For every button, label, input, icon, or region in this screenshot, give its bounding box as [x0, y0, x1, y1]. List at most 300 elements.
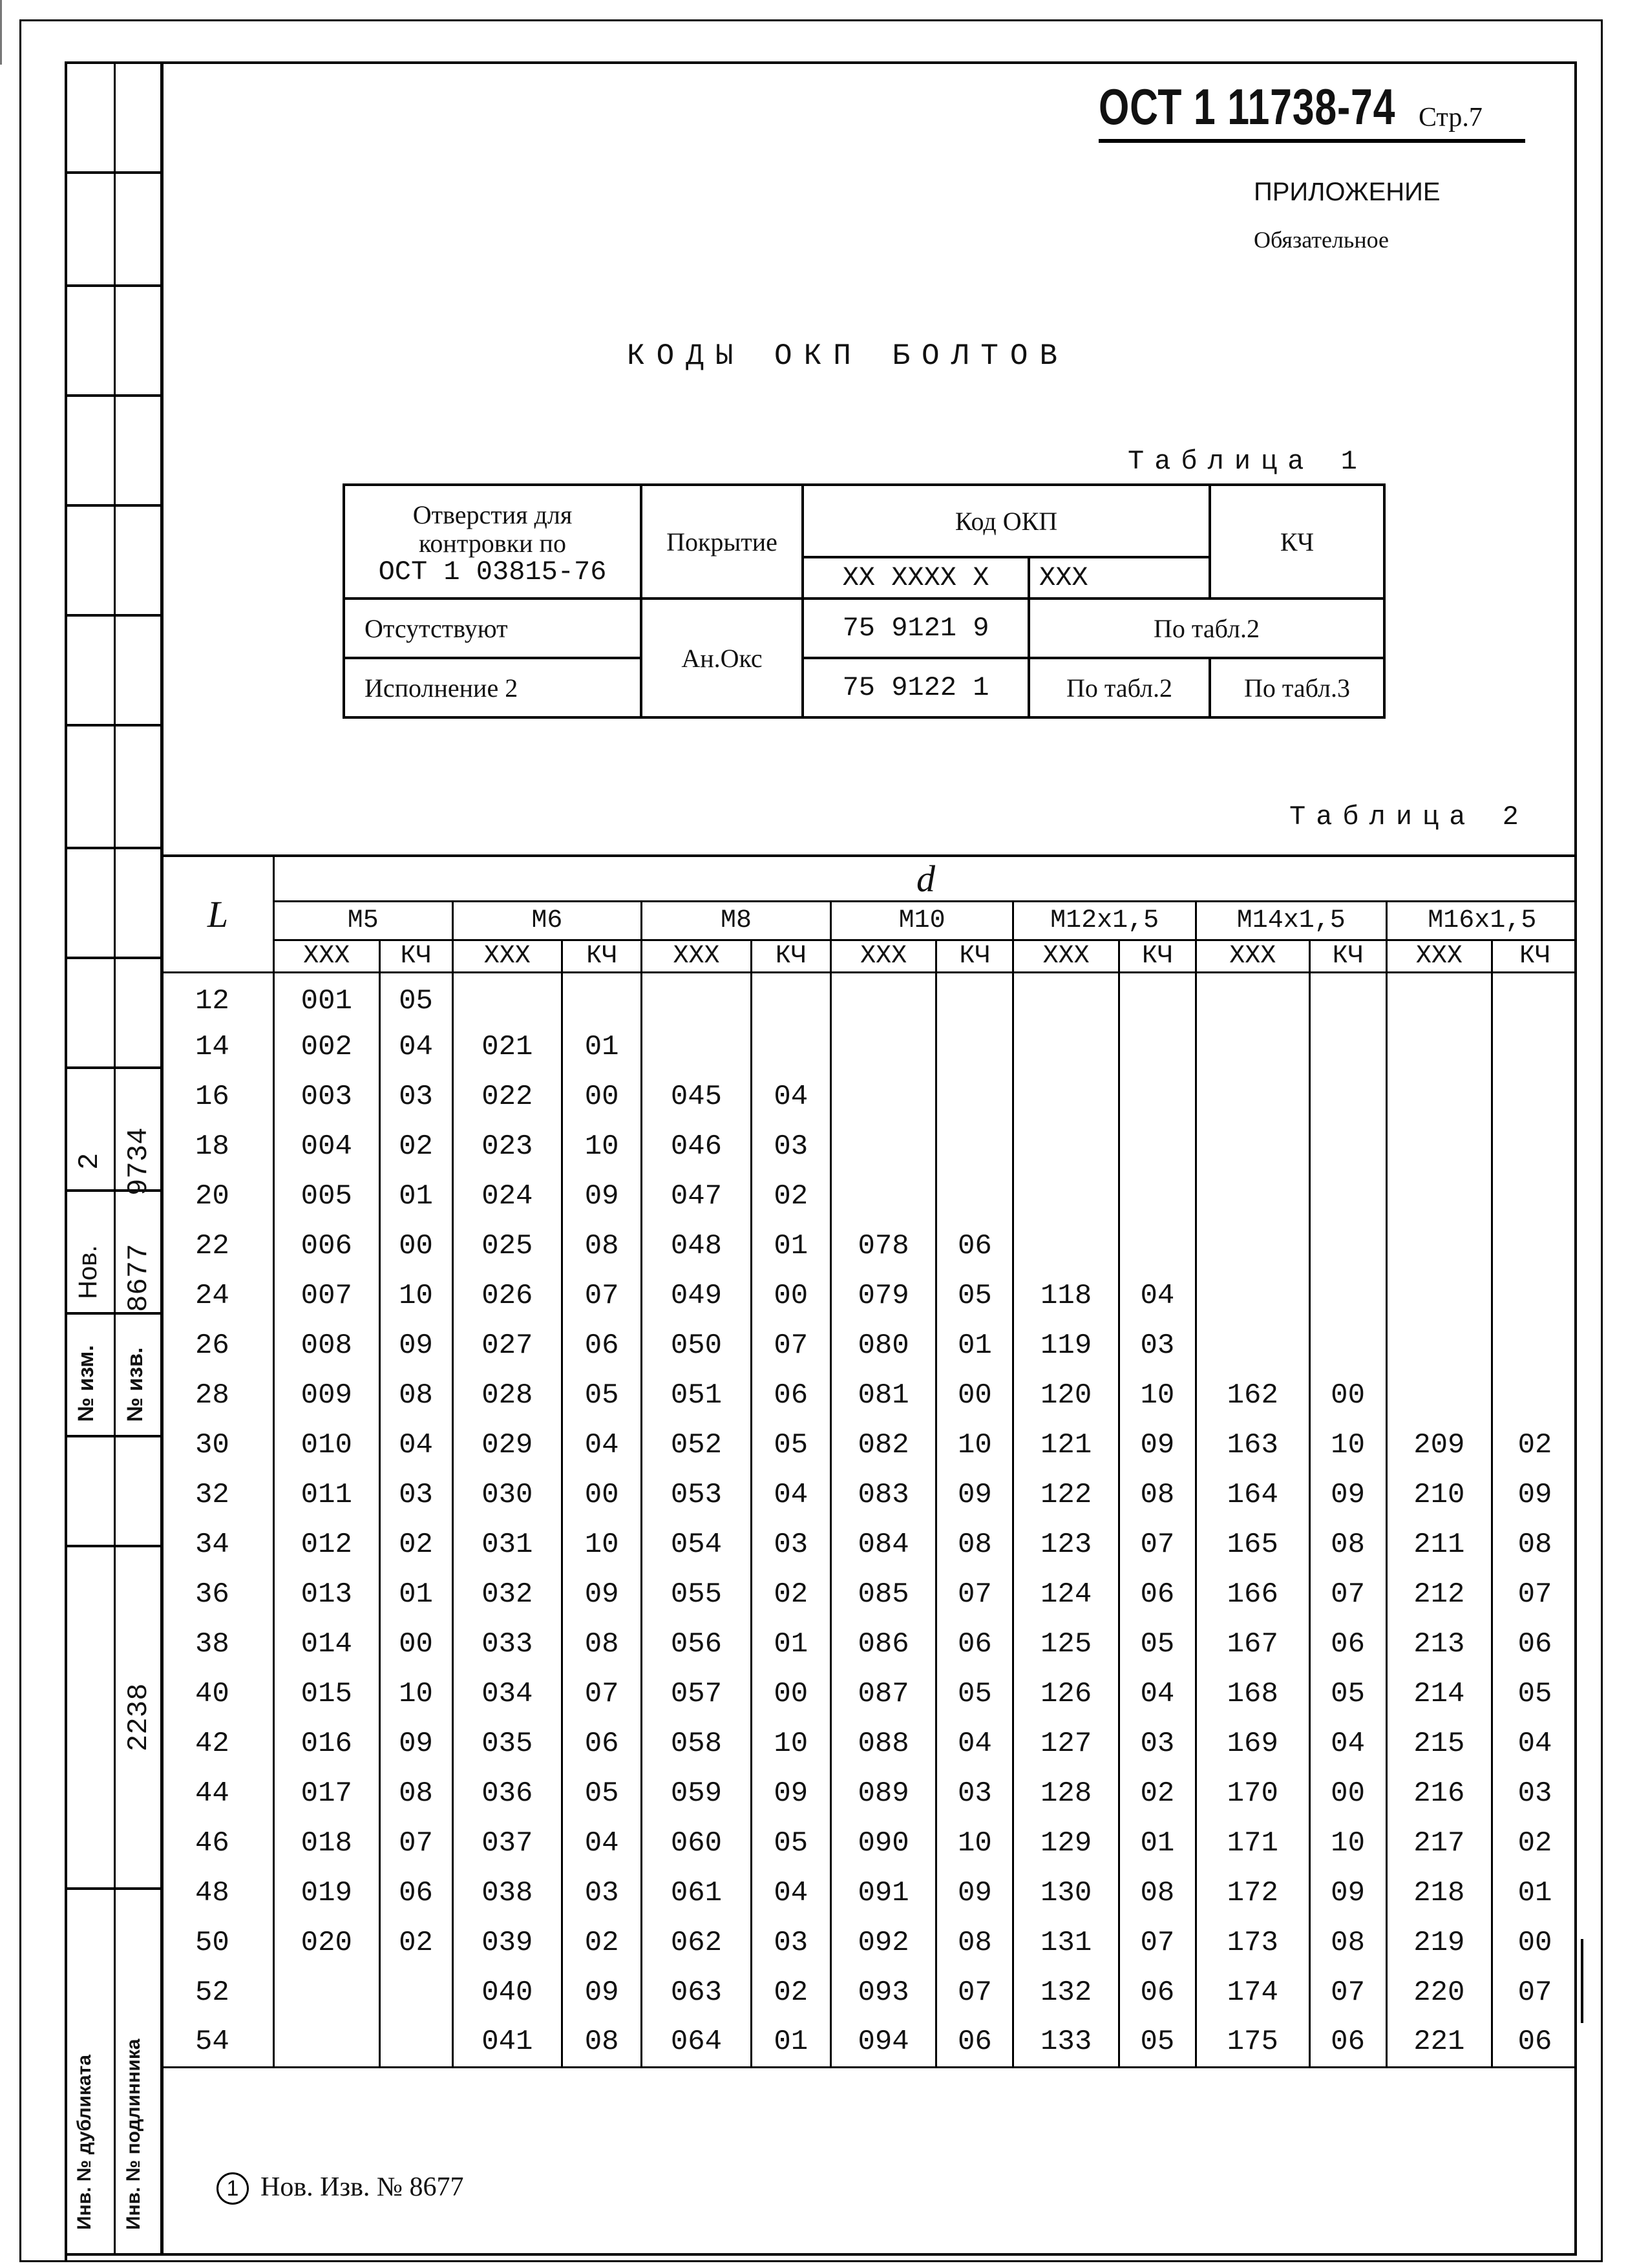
t2-code-cell: [1386, 1321, 1492, 1371]
t2-code-cell: 037: [452, 1819, 562, 1869]
t2-kch-cell: 08: [562, 1222, 642, 1271]
t2-code-cell: [642, 1023, 752, 1072]
t2-kch-cell: 05: [936, 1271, 1013, 1321]
t2-code-cell: 004: [274, 1122, 379, 1172]
t2-kch-cell: 06: [751, 1371, 830, 1421]
t2-code-cell: 218: [1386, 1869, 1492, 1918]
strip-line: [65, 1435, 160, 1437]
t2-code-cell: 059: [642, 1769, 752, 1819]
t2-kch-cell: [1309, 1271, 1386, 1321]
t2-code-cell: [1386, 1072, 1492, 1122]
t2-code-cell: 132: [1013, 1968, 1119, 2018]
t1-header-okp-sub1: XX XXXX X: [803, 557, 1029, 599]
t2-code-cell: 093: [830, 1968, 936, 2018]
t2-code-cell: 023: [452, 1122, 562, 1172]
t2-kch-cell: 03: [379, 1072, 452, 1122]
t2-code-cell: 212: [1386, 1570, 1492, 1620]
t2-length-cell: 36: [195, 1578, 229, 1611]
table-row: [163, 1819, 1577, 1869]
t2-kch-cell: 01: [751, 1222, 830, 1271]
t2-kch-cell: 03: [1492, 1769, 1577, 1819]
t2-kch-cell: 06: [1119, 1968, 1196, 2018]
t2-kch-cell: 06: [379, 1869, 452, 1918]
t2-sub-xxx: XXX: [1386, 940, 1492, 973]
t2-sub-kch: КЧ: [1119, 940, 1196, 973]
t2-kch-cell: 04: [751, 1869, 830, 1918]
t2-code-cell: [1196, 973, 1309, 1023]
t2-code-cell: 219: [1386, 1918, 1492, 1968]
t2-kch-cell: 04: [562, 1819, 642, 1869]
t2-code-cell: 021: [452, 1023, 562, 1072]
t2-kch-cell: 03: [751, 1918, 830, 1968]
t2-code-cell: 039: [452, 1918, 562, 1968]
t2-kch-cell: 06: [936, 1620, 1013, 1669]
t2-kch-cell: 08: [379, 1769, 452, 1819]
t2-subheader-row: [163, 940, 1577, 973]
table1-caption: Таблица 1: [1128, 446, 1368, 477]
table-row: [163, 1968, 1577, 2018]
t2-length-header: L: [163, 856, 274, 973]
t2-kch-cell: 04: [379, 1421, 452, 1470]
footnote: [217, 2172, 464, 2205]
strip-line: [65, 724, 160, 726]
t2-code-cell: [1196, 1271, 1309, 1321]
t2-code-cell: 167: [1196, 1620, 1309, 1669]
table-row: [163, 1520, 1577, 1570]
t2-kch-cell: [936, 1023, 1013, 1072]
t2-kch-cell: 07: [1119, 1918, 1196, 1968]
t2-code-cell: 063: [642, 1968, 752, 2018]
table-row: [163, 1918, 1577, 1968]
t2-code-cell: 053: [642, 1470, 752, 1520]
t2-code-cell: [1196, 1023, 1309, 1072]
t2-kch-cell: 05: [751, 1421, 830, 1470]
t2-kch-cell: 09: [1119, 1421, 1196, 1470]
table-row: [163, 1172, 1577, 1222]
t2-sub-xxx: XXX: [452, 940, 562, 973]
t2-code-cell: [274, 2018, 379, 2068]
t2-kch-cell: [1119, 973, 1196, 1023]
t2-code-cell: 055: [642, 1570, 752, 1620]
t2-kch-cell: 03: [1119, 1321, 1196, 1371]
t2-length-cell: 46: [195, 1827, 229, 1860]
t2-code-cell: 088: [830, 1719, 936, 1769]
t2-code-cell: 164: [1196, 1470, 1309, 1520]
table-row: [163, 2018, 1577, 2068]
table-row: [163, 1072, 1577, 1122]
t2-code-cell: 060: [642, 1819, 752, 1869]
t2-kch-cell: 01: [1492, 1869, 1577, 1918]
t1-row2-kch: По табл.3: [1210, 658, 1384, 717]
t2-kch-cell: [751, 973, 830, 1023]
strip-line: [65, 1887, 160, 1890]
t2-size-row: [163, 902, 1577, 940]
t2-body: [163, 973, 1577, 2068]
t2-code-cell: 033: [452, 1620, 562, 1669]
document-number: ОСТ 1 11738-74: [1099, 78, 1396, 135]
t2-kch-cell: 02: [751, 1968, 830, 2018]
t2-code-cell: 016: [274, 1719, 379, 1769]
t2-code-cell: 028: [452, 1371, 562, 1421]
t2-code-cell: 174: [1196, 1968, 1309, 2018]
table-row: [163, 1421, 1577, 1470]
t2-code-cell: 221: [1386, 2018, 1492, 2068]
t2-kch-cell: 02: [379, 1520, 452, 1570]
table-row: [163, 1620, 1577, 1669]
t2-code-cell: [1196, 1172, 1309, 1222]
t2-sub-kch: КЧ: [1309, 940, 1386, 973]
t2-kch-cell: 08: [936, 1918, 1013, 1968]
t2-kch-cell: 02: [1492, 1819, 1577, 1869]
t2-kch-cell: [936, 1072, 1013, 1122]
t2-code-cell: 214: [1386, 1669, 1492, 1719]
table-row: [163, 1222, 1577, 1271]
t2-code-cell: 083: [830, 1470, 936, 1520]
strip-lower-edge: [65, 1428, 68, 2262]
t2-code-cell: [1013, 1122, 1119, 1172]
t2-kch-cell: [1309, 1172, 1386, 1222]
t2-kch-cell: 08: [1309, 1918, 1386, 1968]
t2-kch-cell: [1492, 1321, 1577, 1371]
t2-kch-cell: 03: [562, 1869, 642, 1918]
t2-kch-cell: 09: [1309, 1869, 1386, 1918]
t1-header-okp-sub2: XXX: [1029, 557, 1210, 599]
t2-code-cell: [830, 973, 936, 1023]
t2-kch-cell: 08: [562, 1620, 642, 1669]
t2-code-cell: [1013, 1023, 1119, 1072]
t2-kch-cell: 08: [379, 1371, 452, 1421]
t2-kch-cell: 04: [1309, 1719, 1386, 1769]
t2-code-cell: 027: [452, 1321, 562, 1371]
t2-kch-cell: 06: [1119, 1570, 1196, 1620]
t2-length-cell: 30: [195, 1429, 229, 1461]
t2-kch-cell: 09: [1492, 1470, 1577, 1520]
t2-code-cell: 019: [274, 1869, 379, 1918]
t2-code-cell: [1196, 1222, 1309, 1271]
t2-code-cell: 086: [830, 1620, 936, 1669]
t2-code-cell: 169: [1196, 1719, 1309, 1769]
strip-rev-no: 2: [74, 1152, 106, 1170]
table-row: [163, 1470, 1577, 1520]
table-row: [163, 1122, 1577, 1172]
t1-row1-holes: Отсутствуют: [344, 599, 641, 658]
t2-length-cell: 54: [163, 2018, 274, 2068]
t2-code-cell: [1013, 1172, 1119, 1222]
t2-kch-cell: [1119, 1122, 1196, 1172]
t2-code-cell: 165: [1196, 1520, 1309, 1570]
t2-code-cell: [1196, 1122, 1309, 1172]
t2-code-cell: 062: [642, 1918, 752, 1968]
strip-new-doc: 8677: [123, 1244, 155, 1312]
t2-code-cell: 040: [452, 1968, 562, 2018]
t2-kch-cell: 10: [562, 1122, 642, 1172]
table2: [163, 854, 1577, 2068]
t2-code-cell: 034: [452, 1669, 562, 1719]
t2-code-cell: 014: [274, 1620, 379, 1669]
t2-code-cell: 061: [642, 1869, 752, 1918]
t2-code-cell: 020: [274, 1918, 379, 1968]
t2-code-cell: 090: [830, 1819, 936, 1869]
t2-kch-cell: 04: [1119, 1669, 1196, 1719]
t2-kch-cell: 10: [1309, 1819, 1386, 1869]
t2-code-cell: 220: [1386, 1968, 1492, 2018]
t1-coating-value: Ан.Окс: [641, 599, 803, 717]
t2-length-cell: 20: [195, 1180, 229, 1213]
t2-kch-cell: 09: [562, 1968, 642, 2018]
page-number: Стр.7: [1419, 103, 1483, 132]
t2-kch-cell: 08: [1119, 1869, 1196, 1918]
t2-code-cell: 013: [274, 1570, 379, 1620]
t2-code-cell: [642, 973, 752, 1023]
footnote-text: Нов. Изв. № 8677: [260, 2172, 464, 2202]
t2-kch-cell: 08: [1119, 1470, 1196, 1520]
t2-kch-cell: 04: [751, 1072, 830, 1122]
t2-kch-cell: [751, 1023, 830, 1072]
t2-kch-cell: 07: [1119, 1520, 1196, 1570]
t2-code-cell: 166: [1196, 1570, 1309, 1620]
t2-code-cell: 038: [452, 1869, 562, 1918]
t2-size-header: M5: [274, 902, 453, 940]
t2-kch-cell: 05: [379, 973, 452, 1023]
t2-code-cell: [1013, 973, 1119, 1023]
strip-line: [65, 1066, 160, 1069]
t2-code-cell: 129: [1013, 1819, 1119, 1869]
t2-kch-cell: 02: [1492, 1421, 1577, 1470]
t2-code-cell: 048: [642, 1222, 752, 1271]
t2-kch-cell: 10: [751, 1719, 830, 1769]
t2-code-cell: 173: [1196, 1918, 1309, 1968]
t2-code-cell: 006: [274, 1222, 379, 1271]
t2-kch-cell: 07: [379, 1819, 452, 1869]
t2-size-header: M12x1,5: [1013, 902, 1196, 940]
t2-sub-xxx: XXX: [830, 940, 936, 973]
t2-code-cell: 127: [1013, 1719, 1119, 1769]
t2-kch-cell: 05: [1492, 1669, 1577, 1719]
t2-code-cell: 012: [274, 1520, 379, 1570]
t2-code-cell: 121: [1013, 1421, 1119, 1470]
t2-code-cell: 094: [830, 2018, 936, 2068]
t2-length-cell: 44: [195, 1777, 229, 1810]
revision-bar: [1581, 1939, 1583, 2023]
table-row: [163, 1023, 1577, 1072]
t2-code-cell: 049: [642, 1271, 752, 1321]
t2-code-cell: 001: [274, 973, 379, 1023]
binding-strip-divider: [114, 61, 116, 2256]
t2-kch-cell: 07: [1492, 1570, 1577, 1620]
t2-kch-cell: 07: [1309, 1968, 1386, 2018]
t2-code-cell: 015: [274, 1669, 379, 1719]
t2-code-cell: 092: [830, 1918, 936, 1968]
t2-sub-kch: КЧ: [1492, 940, 1577, 973]
t2-kch-cell: 01: [936, 1321, 1013, 1371]
t2-code-cell: 125: [1013, 1620, 1119, 1669]
t2-length-cell: 28: [195, 1379, 229, 1412]
appendix-type: Обязательное: [1254, 227, 1389, 253]
t2-kch-cell: 04: [1119, 1271, 1196, 1321]
t2-length-cell: 38: [195, 1628, 229, 1660]
t2-kch-cell: [1309, 1321, 1386, 1371]
table-row: [163, 1371, 1577, 1421]
t2-kch-cell: 00: [379, 1222, 452, 1271]
t2-kch-cell: 09: [379, 1719, 452, 1769]
t2-kch-cell: 06: [562, 1321, 642, 1371]
t2-kch-cell: [1492, 1072, 1577, 1122]
t2-code-cell: 130: [1013, 1869, 1119, 1918]
t2-sub-xxx: XXX: [642, 940, 752, 973]
t2-length-cell: 18: [195, 1130, 229, 1163]
t2-code-cell: 087: [830, 1669, 936, 1719]
t2-kch-cell: 09: [562, 1172, 642, 1222]
t2-kch-cell: 05: [1119, 2018, 1196, 2068]
t2-kch-cell: [379, 2018, 452, 2068]
t2-code-cell: [1386, 1172, 1492, 1222]
t2-length-cell: 32: [195, 1479, 229, 1511]
t2-code-cell: [1196, 1072, 1309, 1122]
t2-kch-cell: [1119, 1222, 1196, 1271]
t2-code-cell: 036: [452, 1769, 562, 1819]
t2-code-cell: 089: [830, 1769, 936, 1819]
t1-row2-code: 75 9122 1: [803, 658, 1029, 717]
t2-code-cell: [1196, 1321, 1309, 1371]
t2-code-cell: 210: [1386, 1470, 1492, 1520]
t2-code-cell: 029: [452, 1421, 562, 1470]
t2-kch-cell: 06: [1492, 2018, 1577, 2068]
strip-line: [65, 504, 160, 507]
t2-kch-cell: 10: [1309, 1421, 1386, 1470]
t2-kch-cell: 10: [936, 1421, 1013, 1470]
t1-row1-code: 75 9121 9: [803, 599, 1029, 658]
t2-kch-cell: [936, 1172, 1013, 1222]
t2-kch-cell: 06: [1309, 1620, 1386, 1669]
t2-kch-cell: 02: [379, 1122, 452, 1172]
t2-code-cell: 058: [642, 1719, 752, 1769]
t2-code-cell: 211: [1386, 1520, 1492, 1570]
t2-kch-cell: [936, 1122, 1013, 1172]
t2-kch-cell: 04: [936, 1719, 1013, 1769]
t2-code-cell: [1386, 973, 1492, 1023]
scan-edge-mark: [0, 0, 2, 65]
t2-kch-cell: 05: [1119, 1620, 1196, 1669]
t2-code-cell: 031: [452, 1520, 562, 1570]
t2-kch-cell: 10: [1119, 1371, 1196, 1421]
t2-kch-cell: 00: [751, 1271, 830, 1321]
t2-kch-cell: 03: [751, 1122, 830, 1172]
table1: [343, 483, 1386, 719]
t2-kch-cell: 09: [379, 1321, 452, 1371]
t2-kch-cell: [1492, 1122, 1577, 1172]
t2-code-cell: 084: [830, 1520, 936, 1570]
t2-kch-cell: 04: [562, 1421, 642, 1470]
t2-code-cell: 126: [1013, 1669, 1119, 1719]
strip-line: [65, 847, 160, 849]
t2-code-cell: 172: [1196, 1869, 1309, 1918]
t2-code-cell: 118: [1013, 1271, 1119, 1321]
t2-kch-cell: 01: [379, 1172, 452, 1222]
header-underline: [1099, 139, 1525, 143]
t2-code-cell: 030: [452, 1470, 562, 1520]
t2-length-cell: 50: [195, 1927, 229, 1959]
t2-code-cell: [1386, 1271, 1492, 1321]
strip-orig-label: Инв. № подлинника: [123, 2039, 144, 2230]
t2-kch-cell: 07: [751, 1321, 830, 1371]
t2-code-cell: [1386, 1222, 1492, 1271]
t2-size-header: M16x1,5: [1386, 902, 1577, 940]
t1-row2-holes: Исполнение 2: [344, 658, 641, 717]
t2-kch-cell: 00: [751, 1669, 830, 1719]
t2-code-cell: [1013, 1222, 1119, 1271]
t2-kch-cell: 00: [1309, 1769, 1386, 1819]
t2-kch-cell: [1119, 1023, 1196, 1072]
t2-code-cell: 216: [1386, 1769, 1492, 1819]
t2-kch-cell: 10: [936, 1819, 1013, 1869]
t2-code-cell: 046: [642, 1122, 752, 1172]
t2-kch-cell: 10: [562, 1520, 642, 1570]
t2-sub-xxx: XXX: [274, 940, 379, 973]
t2-kch-cell: [1492, 1222, 1577, 1271]
t2-sub-kch: КЧ: [379, 940, 452, 973]
t2-length-cell: 12: [195, 984, 229, 1017]
t2-code-cell: 171: [1196, 1819, 1309, 1869]
strip-line: [65, 1312, 160, 1315]
t2-kch-cell: 06: [562, 1719, 642, 1769]
strip-line: [65, 284, 160, 287]
t2-code-cell: 079: [830, 1271, 936, 1321]
t2-code-cell: 123: [1013, 1520, 1119, 1570]
t2-kch-cell: [1492, 1172, 1577, 1222]
t2-code-cell: 120: [1013, 1371, 1119, 1421]
t2-kch-cell: 09: [751, 1769, 830, 1819]
strip-dup-label: Инв. № дубликата: [74, 2054, 95, 2230]
t2-code-cell: 045: [642, 1072, 752, 1122]
t2-code-cell: 047: [642, 1172, 752, 1222]
t2-length-cell: 48: [195, 1877, 229, 1909]
table-row: [163, 1271, 1577, 1321]
t2-code-cell: [1386, 1023, 1492, 1072]
t2-length-cell: 26: [195, 1330, 229, 1362]
t2-kch-cell: 03: [936, 1769, 1013, 1819]
t2-code-cell: 091: [830, 1869, 936, 1918]
table-row: [163, 1669, 1577, 1719]
t2-length-cell: 40: [195, 1678, 229, 1710]
strip-inv-no: 2238: [123, 1683, 155, 1752]
t2-kch-cell: 00: [562, 1470, 642, 1520]
t2-sub-kch: КЧ: [562, 940, 642, 973]
t2-kch-cell: 05: [936, 1669, 1013, 1719]
t2-code-cell: 131: [1013, 1918, 1119, 1968]
table-row: [163, 1719, 1577, 1769]
t2-kch-cell: [1492, 1023, 1577, 1072]
strip-line: [65, 614, 160, 617]
t2-code-cell: 128: [1013, 1769, 1119, 1819]
strip-new-label: Нов.: [74, 1245, 102, 1299]
t2-kch-cell: 05: [562, 1371, 642, 1421]
t2-kch-cell: [1309, 1072, 1386, 1122]
t2-length-cell: 24: [195, 1280, 229, 1312]
t2-kch-cell: [1309, 1023, 1386, 1072]
t2-length-cell: 14: [195, 1031, 229, 1063]
t2-kch-cell: 08: [936, 1520, 1013, 1570]
t2-kch-cell: [936, 973, 1013, 1023]
t2-kch-cell: 00: [936, 1371, 1013, 1421]
t2-code-cell: 009: [274, 1371, 379, 1421]
t2-code-cell: 122: [1013, 1470, 1119, 1520]
t2-kch-cell: 09: [1309, 1470, 1386, 1520]
t2-kch-cell: [1309, 973, 1386, 1023]
t2-code-cell: 124: [1013, 1570, 1119, 1620]
t1-row1-xxx-kch: По табл.2: [1029, 599, 1384, 658]
t2-kch-cell: 07: [562, 1669, 642, 1719]
strip-notice-label: № изв.: [123, 1347, 147, 1422]
